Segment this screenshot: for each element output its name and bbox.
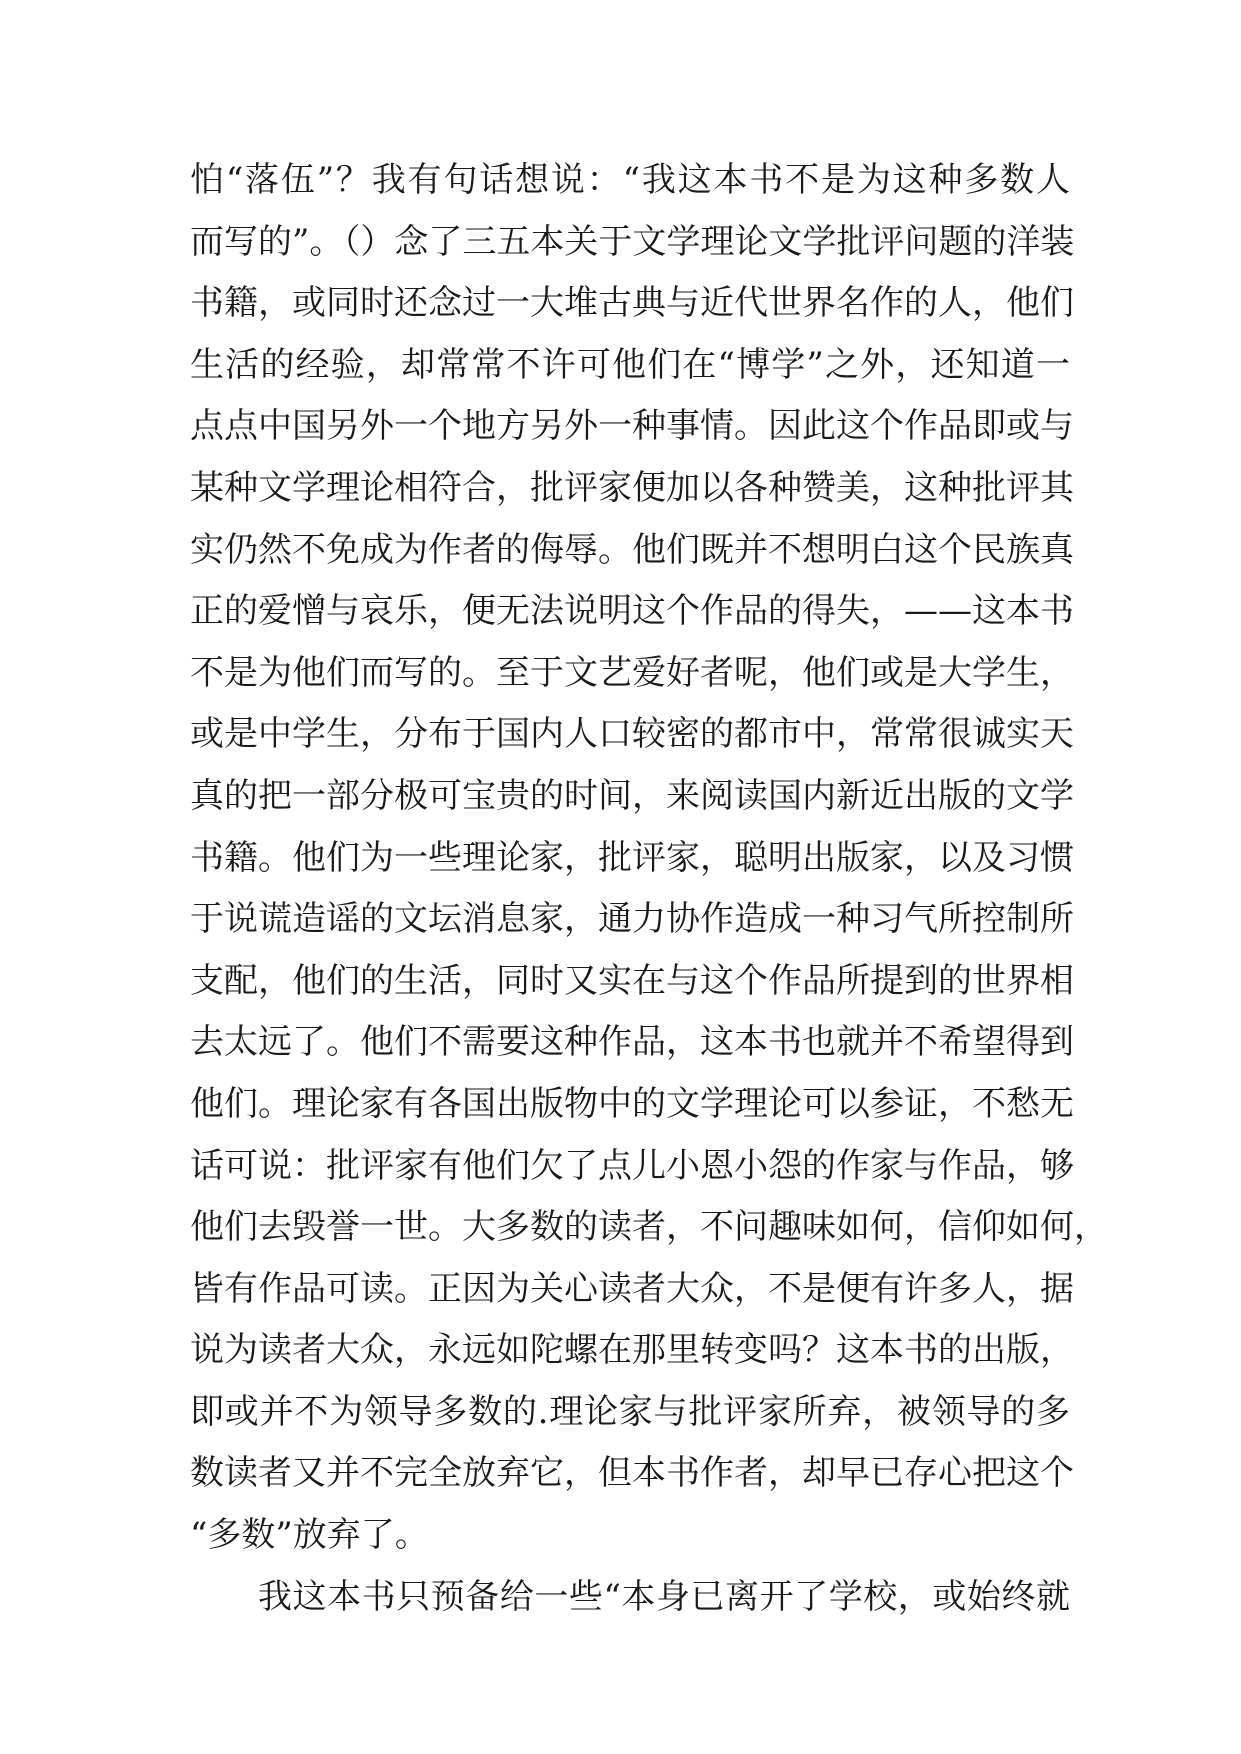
body-text xyxy=(190,150,1108,1628)
text-line: 点点中国另外一个地方另外一种事情。因此这个作品即或与 xyxy=(190,406,1074,447)
text-line: 说为读者大众，永远如陀螺在那里转变吗？这本书的出版， xyxy=(190,1330,1074,1371)
text-line: 数读者又并不完全放弃它，但本书作者，却早已存心把这个 xyxy=(190,1453,1074,1494)
text-line: 实仍然不免成为作者的侮辱。他们既并不想明白这个民族真 xyxy=(190,529,1074,570)
paragraph xyxy=(190,1567,1070,1629)
text-line: 怕“落伍”？我有句话想说：“我这本书不是为这种多数人 xyxy=(190,160,1070,200)
text-line: 他们。理论家有各国出版物中的文学理论可以参证，不愁无 xyxy=(190,1083,1074,1124)
text-line: 我这本书只预备给一些“本身已离开了学校，或始终就 xyxy=(258,1576,1070,1617)
text-line: 皆有作品可读。正因为关心读者大众，不是便有许多人，据 xyxy=(190,1268,1074,1309)
text-line: 真的把一部分极可宝贵的时间，来阅读国内新近出版的文学 xyxy=(190,775,1074,816)
text-line: 于说谎造谣的文坛消息家，通力协作造成一种习气所控制所 xyxy=(190,899,1074,940)
text-line: 即或并不为领导多数的.理论家与批评家所弃，被领导的多 xyxy=(190,1391,1070,1432)
text-line: 话可说：批评家有他们欠了点儿小恩小怨的作家与作品，够 xyxy=(190,1145,1074,1186)
text-line: 书籍。他们为一些理论家，批评家，聪明出版家，以及习惯 xyxy=(190,837,1074,878)
text-line: 去太远了。他们不需要这种作品，这本书也就并不希望得到 xyxy=(190,1022,1074,1063)
text-line: 生活的经验，却常常不许可他们在“博学”之外，还知道一 xyxy=(190,344,1070,385)
text-line: 不是为他们而写的。至于文艺爱好者呢，他们或是大学生， xyxy=(190,652,1074,693)
text-line: 书籍，或同时还念过一大堆古典与近代世界名作的人，他们 xyxy=(190,283,1074,324)
text-line: “多数”放弃了。 xyxy=(190,1515,429,1556)
text-line: 或是中学生，分布于国内人口较密的都市中，常常很诚实天 xyxy=(190,714,1074,755)
text-line: 支配，他们的生活，同时又实在与这个作品所提到的世界相 xyxy=(190,960,1074,1001)
text-line: 他们去毁誉一世。大多数的读者，不问趣味如何，信仰如何， xyxy=(190,1207,1108,1248)
text-line: 正的爱憎与哀乐，便无法说明这个作品的得失，——这本书 xyxy=(190,591,1074,632)
paragraph xyxy=(190,150,1108,1567)
text-line: 而写的”。（）念了三五本关于文学理论文学批评问题的洋装 xyxy=(190,221,1075,262)
text-line: 某种文学理论相符合，批评家便加以各种赞美，这种批评其 xyxy=(190,467,1074,508)
